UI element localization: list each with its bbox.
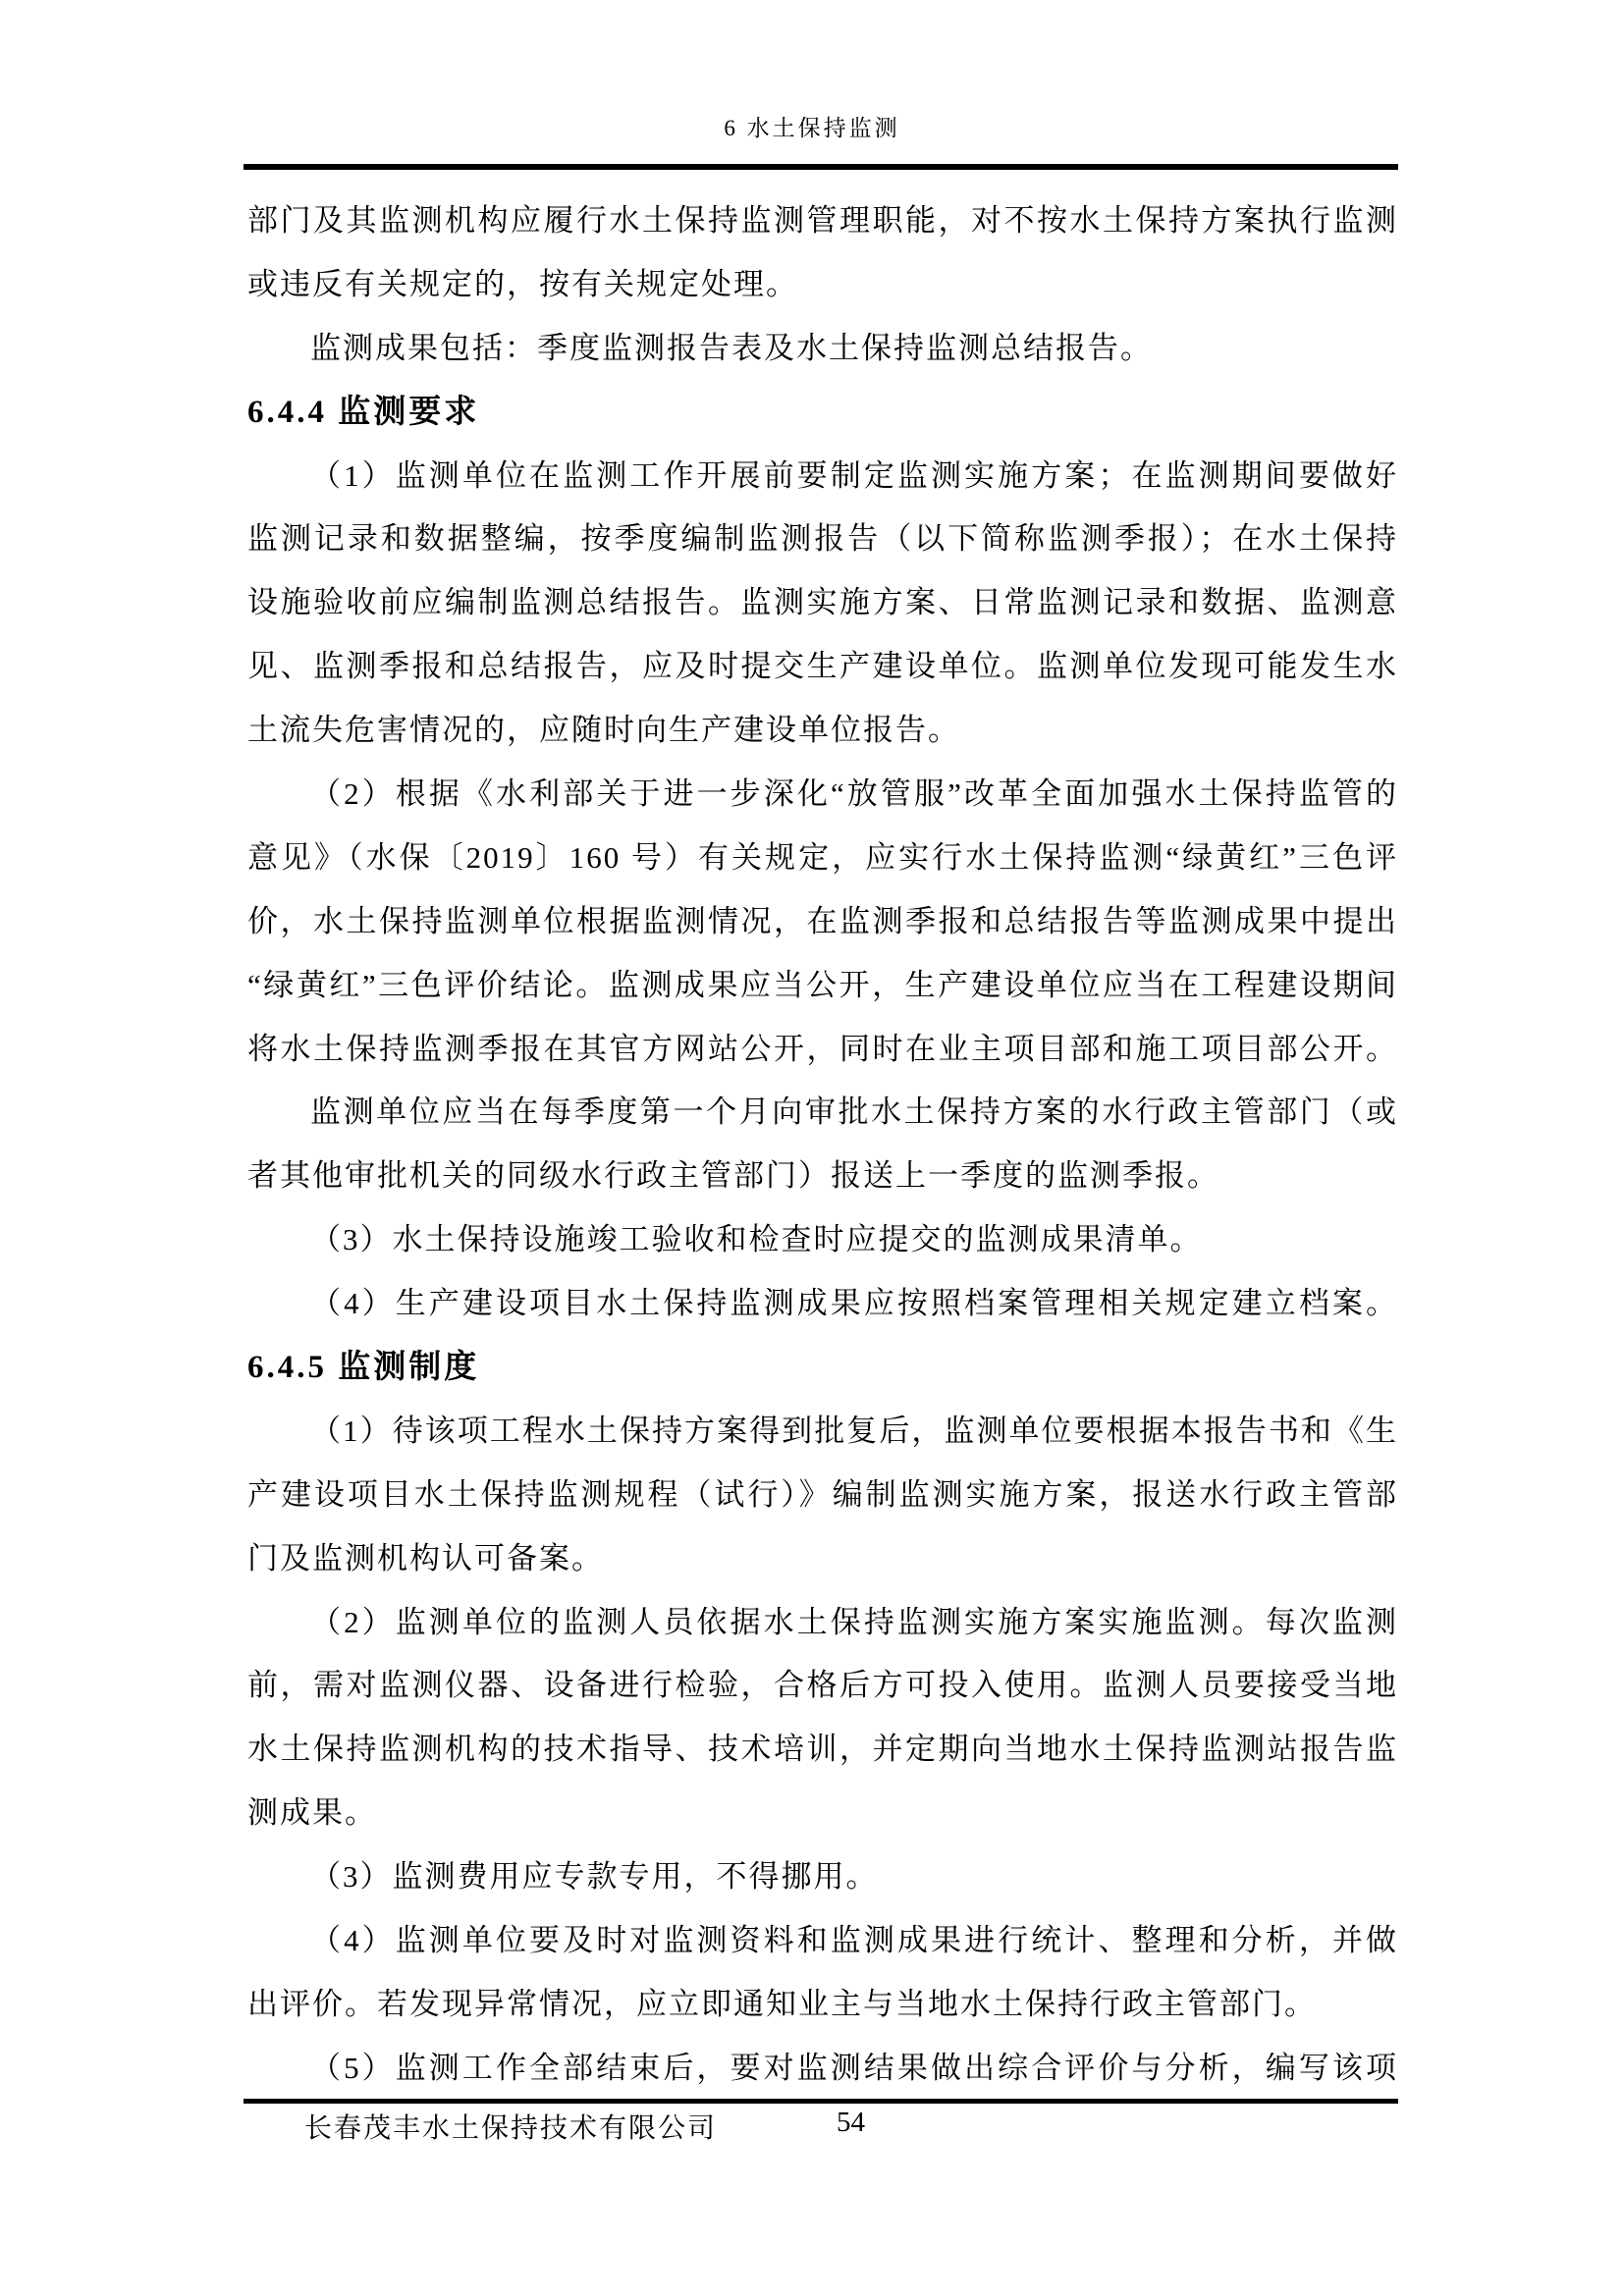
body-line: 产建设项目水土保持监测规程（试行）》编制监测实施方案，报送水行政主管部: [247, 1476, 1398, 1512]
footer-rule: [244, 2099, 1398, 2104]
body-line: 或违反有关规定的，按有关规定处理。: [247, 266, 798, 301]
body-line: 测成果。: [247, 1795, 377, 1831]
body-line: 水土保持监测机构的技术指导、技术培训，并定期向当地水土保持监测站报告监: [247, 1732, 1398, 1767]
body-line: 土流失危害情况的，应随时向生产建设单位报告。: [247, 713, 960, 748]
body-line: 将水土保持监测季报在其官方网站公开，同时在业主项目部和施工项目部公开。: [247, 1031, 1398, 1066]
page-header-title: 6 水土保持监测: [724, 116, 900, 140]
page-number: 54: [837, 2107, 865, 2138]
body-line: 部门及其监测机构应履行水土保持监测管理职能，对不按水土保持方案执行监测: [247, 203, 1398, 238]
body-line: （1）监测单位在监测工作开展前要制定监测实施方案；在监测期间要做好: [310, 457, 1398, 493]
body-line: 前，需对监测仪器、设备进行检验，合格后方可投入使用。监测人员要接受当地: [247, 1668, 1398, 1703]
body-line: 监测记录和数据整编，按季度编制监测报告（以下简称监测季报）；在水土保持: [247, 521, 1398, 557]
body-line: 出评价。若发现异常情况，应立即通知业主与当地水土保持行政主管部门。: [247, 1986, 1317, 2021]
body-line: （5）监测工作全部结束后，要对监测结果做出综合评价与分析，编写该项: [310, 2050, 1398, 2085]
body-line: 者其他审批机关的同级水行政主管部门）报送上一季度的监测季报。: [247, 1158, 1219, 1194]
body-line: 门及监测机构认可备案。: [247, 1540, 604, 1575]
body-line: 监测成果包括：季度监测报告表及水土保持监测总结报告。: [310, 330, 1153, 365]
body-line: （4）生产建设项目水土保持监测成果应按照档案管理相关规定建立档案。: [310, 1286, 1398, 1321]
body-line: 设施验收前应编制监测总结报告。监测实施方案、日常监测记录和数据、监测意: [247, 585, 1398, 620]
body-line: 见、监测季报和总结报告，应及时提交生产建设单位。监测单位发现可能发生水: [247, 649, 1398, 684]
footer-company-name: 长春茂丰水土保持技术有限公司: [304, 2113, 718, 2144]
body-line: （3）水土保持设施竣工验收和检查时应提交的监测成果清单。: [310, 1222, 1203, 1257]
body-line: （2）根据《水利部关于进一步深化“放管服”改革全面加强水土保持监管的: [310, 776, 1398, 812]
section-heading: 6.4.5 监测制度: [247, 1350, 480, 1386]
body-line: （3）监测费用应专款专用，不得挪用。: [310, 1859, 879, 1895]
body-line: （2）监测单位的监测人员依据水土保持监测实施方案实施监测。每次监测: [310, 1604, 1398, 1639]
document-body: [247, 189, 1398, 2101]
body-line: 价，水土保持监测单位根据监测情况，在监测季报和总结报告等监测成果中提出: [247, 903, 1398, 938]
header-rule: [244, 164, 1398, 170]
body-line: （4）监测单位要及时对监测资料和监测成果进行统计、整理和分析，并做: [310, 1923, 1398, 1958]
section-heading: 6.4.4 监测要求: [247, 394, 480, 430]
body-line: （1）待该项工程水土保持方案得到批复后，监测单位要根据本报告书和《生: [310, 1413, 1398, 1448]
body-line: “绿黄红”三色评价结论。监测成果应当公开，生产建设单位应当在工程建设期间: [247, 967, 1398, 1002]
body-line: 意见》（水保〔2019〕160 号）有关规定，应实行水土保持监测“绿黄红”三色评: [247, 839, 1398, 875]
body-line: 监测单位应当在每季度第一个月向审批水土保持方案的水行政主管部门（或: [310, 1095, 1398, 1130]
